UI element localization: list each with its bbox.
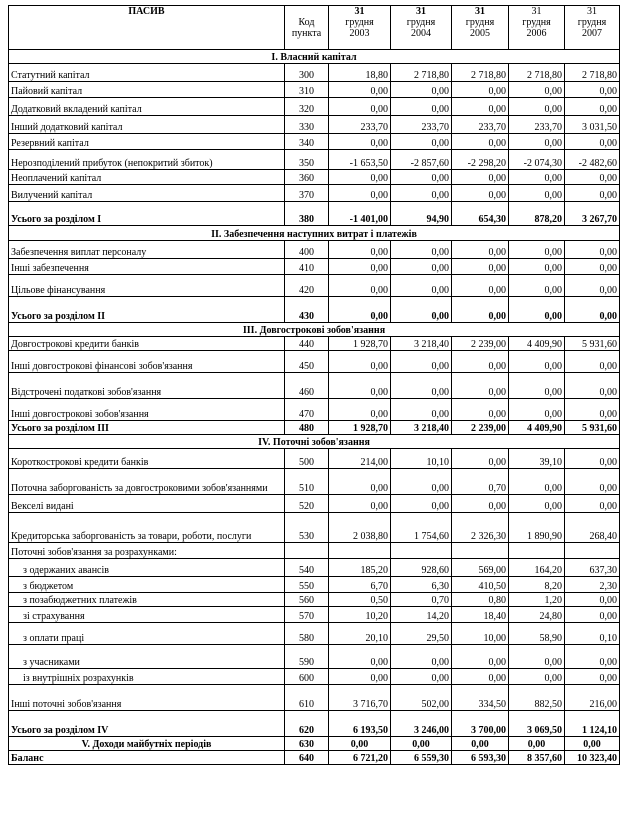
value-cell: 0,00 [329,737,391,751]
table-row [9,185,620,202]
row-code: 360 [285,170,329,185]
row-label: Довгострокові кредити банків [9,337,285,351]
value-cell: 2 239,00 [452,421,509,435]
row-code: 400 [285,241,329,259]
value-cell: 0,00 [452,737,509,751]
value-cell: 8,20 [509,577,565,593]
balance-row [9,751,620,765]
value-cell: 0,00 [509,399,565,421]
value-cell: 0,00 [452,185,509,202]
row-label: Баланс [9,751,285,765]
value-cell: 0,00 [329,351,391,373]
row-code: 410 [285,259,329,275]
value-cell: 410,50 [452,577,509,593]
value-cell: 0,00 [509,669,565,685]
value-cell: 0,00 [329,241,391,259]
table-row [9,645,620,669]
value-cell: 0,00 [509,259,565,275]
value-cell: 0,00 [391,373,452,399]
value-cell: 0,00 [391,399,452,421]
value-cell: 233,70 [509,116,565,134]
year-header-2003: 31 грудня 2003 [329,6,391,50]
value-cell: 0,00 [565,275,620,297]
value-cell: 0,00 [391,241,452,259]
code-header-label: Код пункта [291,17,322,39]
table-row [9,495,620,513]
value-cell: 0,00 [565,351,620,373]
value-cell: 3 716,70 [329,685,391,711]
row-label: Додатковий вкладений капітал [9,98,285,116]
table-row [9,469,620,495]
value-cell: 0,00 [509,737,565,751]
table-row [9,134,620,150]
total-row [9,711,620,737]
row-code: 540 [285,559,329,577]
row-code: 350 [285,150,329,170]
table-row [9,737,620,751]
value-cell: -1 653,50 [329,150,391,170]
row-code: 530 [285,513,329,543]
value-cell: 0,00 [509,241,565,259]
row-code: 310 [285,82,329,98]
value-cell: 0,00 [565,449,620,469]
table-row [9,150,620,170]
value-cell: 4 409,90 [509,337,565,351]
value-cell: 2 718,80 [391,64,452,82]
value-cell: 0,00 [565,98,620,116]
value-cell: 94,90 [391,202,452,226]
row-label: Поточна заборгованість за довгостроковими зобов'язаннями [9,469,285,495]
value-cell: 3 246,00 [391,711,452,737]
row-label: із внутрішніх розрахунків [9,669,285,685]
value-cell: 6 193,50 [329,711,391,737]
value-cell: 8 357,60 [509,751,565,765]
value-cell: 654,30 [452,202,509,226]
value-cell: 18,80 [329,64,391,82]
value-cell: 164,20 [509,559,565,577]
value-cell: 0,00 [329,373,391,399]
value-cell: 0,00 [329,185,391,202]
table-row [9,373,620,399]
value-cell: 0,00 [452,399,509,421]
value-cell: 3 069,50 [509,711,565,737]
value-cell: 10,20 [329,607,391,623]
value-cell: 0,00 [329,170,391,185]
row-code: 340 [285,134,329,150]
value-cell: 0,00 [565,645,620,669]
value-cell: 6 559,30 [391,751,452,765]
value-cell: 882,50 [509,685,565,711]
value-cell: 268,40 [565,513,620,543]
value-cell: 0,00 [565,593,620,607]
empty-cell [452,543,509,559]
value-cell: 233,70 [329,116,391,134]
section-title: ІІ. Забезпечення наступних витрат і платежів [9,226,620,241]
row-label: Усього за розділом IV [9,711,285,737]
value-cell: 0,00 [452,170,509,185]
value-cell: 502,00 [391,685,452,711]
value-cell: 0,00 [452,297,509,323]
table-body [9,50,620,765]
value-cell: 0,00 [565,185,620,202]
row-code: 600 [285,669,329,685]
value-cell: 0,00 [391,669,452,685]
value-cell: 5 931,60 [565,337,620,351]
row-code: 570 [285,607,329,623]
value-cell: 29,50 [391,623,452,645]
value-cell: 0,70 [391,593,452,607]
value-cell: 0,00 [329,82,391,98]
value-cell: 0,00 [509,275,565,297]
table-row [9,116,620,134]
section-title: І. Власний капітал [9,50,620,64]
row-label: Нерозподілений прибуток (непокритий збиток) [9,150,285,170]
value-cell: 58,90 [509,623,565,645]
row-code: 560 [285,593,329,607]
value-cell: 24,80 [509,607,565,623]
row-code: 430 [285,297,329,323]
section-title: ІІІ. Довгострокові зобов'язання [9,323,620,337]
value-cell: 1 124,10 [565,711,620,737]
value-cell: 0,00 [391,737,452,751]
value-cell: 0,00 [509,645,565,669]
row-code: 510 [285,469,329,495]
table-row [9,275,620,297]
row-label: Вилучений капітал [9,185,285,202]
row-code: 580 [285,623,329,645]
value-cell: 6 593,30 [452,751,509,765]
row-code: 480 [285,421,329,435]
value-cell: 6,30 [391,577,452,593]
value-cell: -2 074,30 [509,150,565,170]
value-cell: 334,50 [452,685,509,711]
group-label: Поточні зобов'язання за розрахунками: [9,543,285,559]
section-title: IV. Поточні зобов'язання [9,435,620,449]
code-header [285,6,329,50]
row-label: Відстрочені податкові зобов'язання [9,373,285,399]
row-label: Усього за розділом ІІ [9,297,285,323]
value-cell: 39,10 [509,449,565,469]
row-label: з учасниками [9,645,285,669]
value-cell: 216,00 [565,685,620,711]
table-row [9,577,620,593]
value-cell: 2 239,00 [452,337,509,351]
value-cell: 0,00 [509,373,565,399]
value-cell: 569,00 [452,559,509,577]
value-cell: 2 038,80 [329,513,391,543]
year-header-2006: 31 грудня 2006 [509,6,565,50]
value-cell: 3 267,70 [565,202,620,226]
year-header-2005: 31 грудня 2005 [452,6,509,50]
passiv-table [8,5,620,765]
value-cell: 0,50 [329,593,391,607]
value-cell: 3 700,00 [452,711,509,737]
value-cell: 0,00 [565,170,620,185]
value-cell: 0,00 [329,495,391,513]
value-cell: 0,00 [391,495,452,513]
value-cell: 10,10 [391,449,452,469]
value-cell: -1 401,00 [329,202,391,226]
value-cell: 185,20 [329,559,391,577]
table-row [9,98,620,116]
row-label: Статутний капітал [9,64,285,82]
row-label: Усього за розділом ІІІ [9,421,285,435]
row-code: 470 [285,399,329,421]
value-cell: 2,30 [565,577,620,593]
value-cell: 2 718,80 [565,64,620,82]
value-cell: 0,00 [565,241,620,259]
row-label: Інший додатковий капітал [9,116,285,134]
value-cell: 0,00 [391,645,452,669]
value-cell: 0,00 [329,399,391,421]
section-row [9,435,620,449]
value-cell: 1 754,60 [391,513,452,543]
value-cell: 10 323,40 [565,751,620,765]
group-label-row [9,543,620,559]
value-cell: 0,00 [329,669,391,685]
value-cell: 0,00 [452,449,509,469]
table-row [9,607,620,623]
row-label: Резервний капітал [9,134,285,150]
value-cell: 0,00 [329,645,391,669]
value-cell: 0,00 [565,737,620,751]
value-cell: 0,00 [509,134,565,150]
value-cell: 3 218,40 [391,421,452,435]
table-row [9,593,620,607]
table-row [9,337,620,351]
value-cell: 0,00 [565,607,620,623]
table-row [9,82,620,98]
table-row [9,685,620,711]
value-cell: 6,70 [329,577,391,593]
value-cell: 6 721,20 [329,751,391,765]
value-cell: 0,00 [452,259,509,275]
value-cell: 0,00 [391,469,452,495]
row-label: Інші забезпечення [9,259,285,275]
value-cell: 3 218,40 [391,337,452,351]
value-cell: 0,00 [329,297,391,323]
year-header-2004: 31 грудня 2004 [391,6,452,50]
value-cell: 928,60 [391,559,452,577]
total-row [9,421,620,435]
year-header-2007: 31 грудня 2007 [565,6,620,50]
row-code: 370 [285,185,329,202]
value-cell: 0,00 [509,469,565,495]
passiv-header: ПАСИВ [9,6,285,50]
table-row [9,241,620,259]
row-code: 330 [285,116,329,134]
value-cell: 0,00 [565,373,620,399]
row-code: 630 [285,737,329,751]
row-label: Короткострокові кредити банків [9,449,285,469]
table-row [9,449,620,469]
balance-sheet [8,5,620,765]
row-label: Кредиторська заборгованість за товари, роботи, послуги [9,513,285,543]
value-cell: 0,00 [565,134,620,150]
section-row [9,226,620,241]
table-row [9,351,620,373]
row-label: Неоплачений капітал [9,170,285,185]
value-cell: 0,00 [391,351,452,373]
value-cell: 0,00 [329,134,391,150]
table-row [9,513,620,543]
value-cell: 0,00 [329,275,391,297]
value-cell: 0,10 [565,623,620,645]
empty-cell [509,543,565,559]
row-label: Пайовий капітал [9,82,285,98]
row-code: 380 [285,202,329,226]
value-cell: 0,00 [509,351,565,373]
value-cell: 0,00 [391,275,452,297]
value-cell: -2 298,20 [452,150,509,170]
row-code: 640 [285,751,329,765]
value-cell: 233,70 [391,116,452,134]
row-code: 320 [285,98,329,116]
value-cell: 0,00 [391,185,452,202]
total-row [9,297,620,323]
value-cell: 2 718,80 [509,64,565,82]
value-cell: 0,00 [391,82,452,98]
value-cell: -2 482,60 [565,150,620,170]
value-cell: 0,00 [565,82,620,98]
value-cell: 0,00 [565,259,620,275]
value-cell: 0,00 [329,259,391,275]
value-cell: 0,00 [452,669,509,685]
value-cell: 878,20 [509,202,565,226]
row-label: Усього за розділом І [9,202,285,226]
value-cell: 0,00 [565,399,620,421]
row-label: V. Доходи майбутніх періодів [9,737,285,751]
value-cell: 0,00 [509,297,565,323]
value-cell: 1 928,70 [329,421,391,435]
empty-cell [565,543,620,559]
value-cell: 214,00 [329,449,391,469]
table-row [9,170,620,185]
value-cell: 0,00 [565,469,620,495]
row-code: 620 [285,711,329,737]
value-cell: 0,00 [329,469,391,495]
row-code: 450 [285,351,329,373]
section-row [9,323,620,337]
value-cell: 233,70 [452,116,509,134]
value-cell: 5 931,60 [565,421,620,435]
row-label: Цільове фінансування [9,275,285,297]
row-label: з оплати праці [9,623,285,645]
value-cell: 0,00 [565,297,620,323]
value-cell: 0,00 [509,495,565,513]
value-cell: 0,00 [452,645,509,669]
row-code: 420 [285,275,329,297]
row-label: Інші довгострокові фінансові зобов'язання [9,351,285,373]
row-code: 500 [285,449,329,469]
value-cell: 3 031,50 [565,116,620,134]
empty-cell [285,543,329,559]
table-row [9,559,620,577]
row-code: 300 [285,64,329,82]
row-code: 590 [285,645,329,669]
total-row [9,202,620,226]
row-code: 550 [285,577,329,593]
empty-cell [329,543,391,559]
value-cell: 2 326,30 [452,513,509,543]
value-cell: 18,40 [452,607,509,623]
value-cell: 0,00 [452,82,509,98]
value-cell: 20,10 [329,623,391,645]
value-cell: 0,80 [452,593,509,607]
value-cell: 0,00 [329,98,391,116]
value-cell: 0,00 [391,297,452,323]
section-row [9,50,620,64]
value-cell: 0,00 [452,495,509,513]
row-label: Забезпечення виплат персоналу [9,241,285,259]
empty-cell [391,543,452,559]
row-code: 520 [285,495,329,513]
row-code: 460 [285,373,329,399]
row-code: 440 [285,337,329,351]
value-cell: 1,20 [509,593,565,607]
value-cell: 0,00 [452,241,509,259]
value-cell: 0,00 [509,170,565,185]
value-cell: 0,00 [565,669,620,685]
table-row [9,623,620,645]
row-label: Інші поточні зобов'язання [9,685,285,711]
value-cell: 0,00 [452,134,509,150]
value-cell: 0,00 [509,185,565,202]
value-cell: -2 857,60 [391,150,452,170]
row-code: 610 [285,685,329,711]
value-cell: 0,00 [391,259,452,275]
value-cell: 0,00 [452,373,509,399]
value-cell: 0,00 [452,98,509,116]
header-row [9,6,620,50]
value-cell: 1 928,70 [329,337,391,351]
value-cell: 0,00 [391,170,452,185]
value-cell: 4 409,90 [509,421,565,435]
value-cell: 0,00 [452,351,509,373]
value-cell: 0,70 [452,469,509,495]
row-label: Векселі видані [9,495,285,513]
row-label: з бюджетом [9,577,285,593]
row-label: Інші довгострокові зобов'язання [9,399,285,421]
table-row [9,64,620,82]
value-cell: 0,00 [391,98,452,116]
value-cell: 14,20 [391,607,452,623]
value-cell: 0,00 [509,82,565,98]
value-cell: 0,00 [509,98,565,116]
table-row [9,399,620,421]
value-cell: 2 718,80 [452,64,509,82]
value-cell: 0,00 [565,495,620,513]
value-cell: 0,00 [452,275,509,297]
table-row [9,259,620,275]
value-cell: 10,00 [452,623,509,645]
row-label: з одержаних авансів [9,559,285,577]
value-cell: 1 890,90 [509,513,565,543]
table-row [9,669,620,685]
value-cell: 637,30 [565,559,620,577]
row-label: з позабюджетних платежів [9,593,285,607]
value-cell: 0,00 [391,134,452,150]
row-label: зі страхування [9,607,285,623]
